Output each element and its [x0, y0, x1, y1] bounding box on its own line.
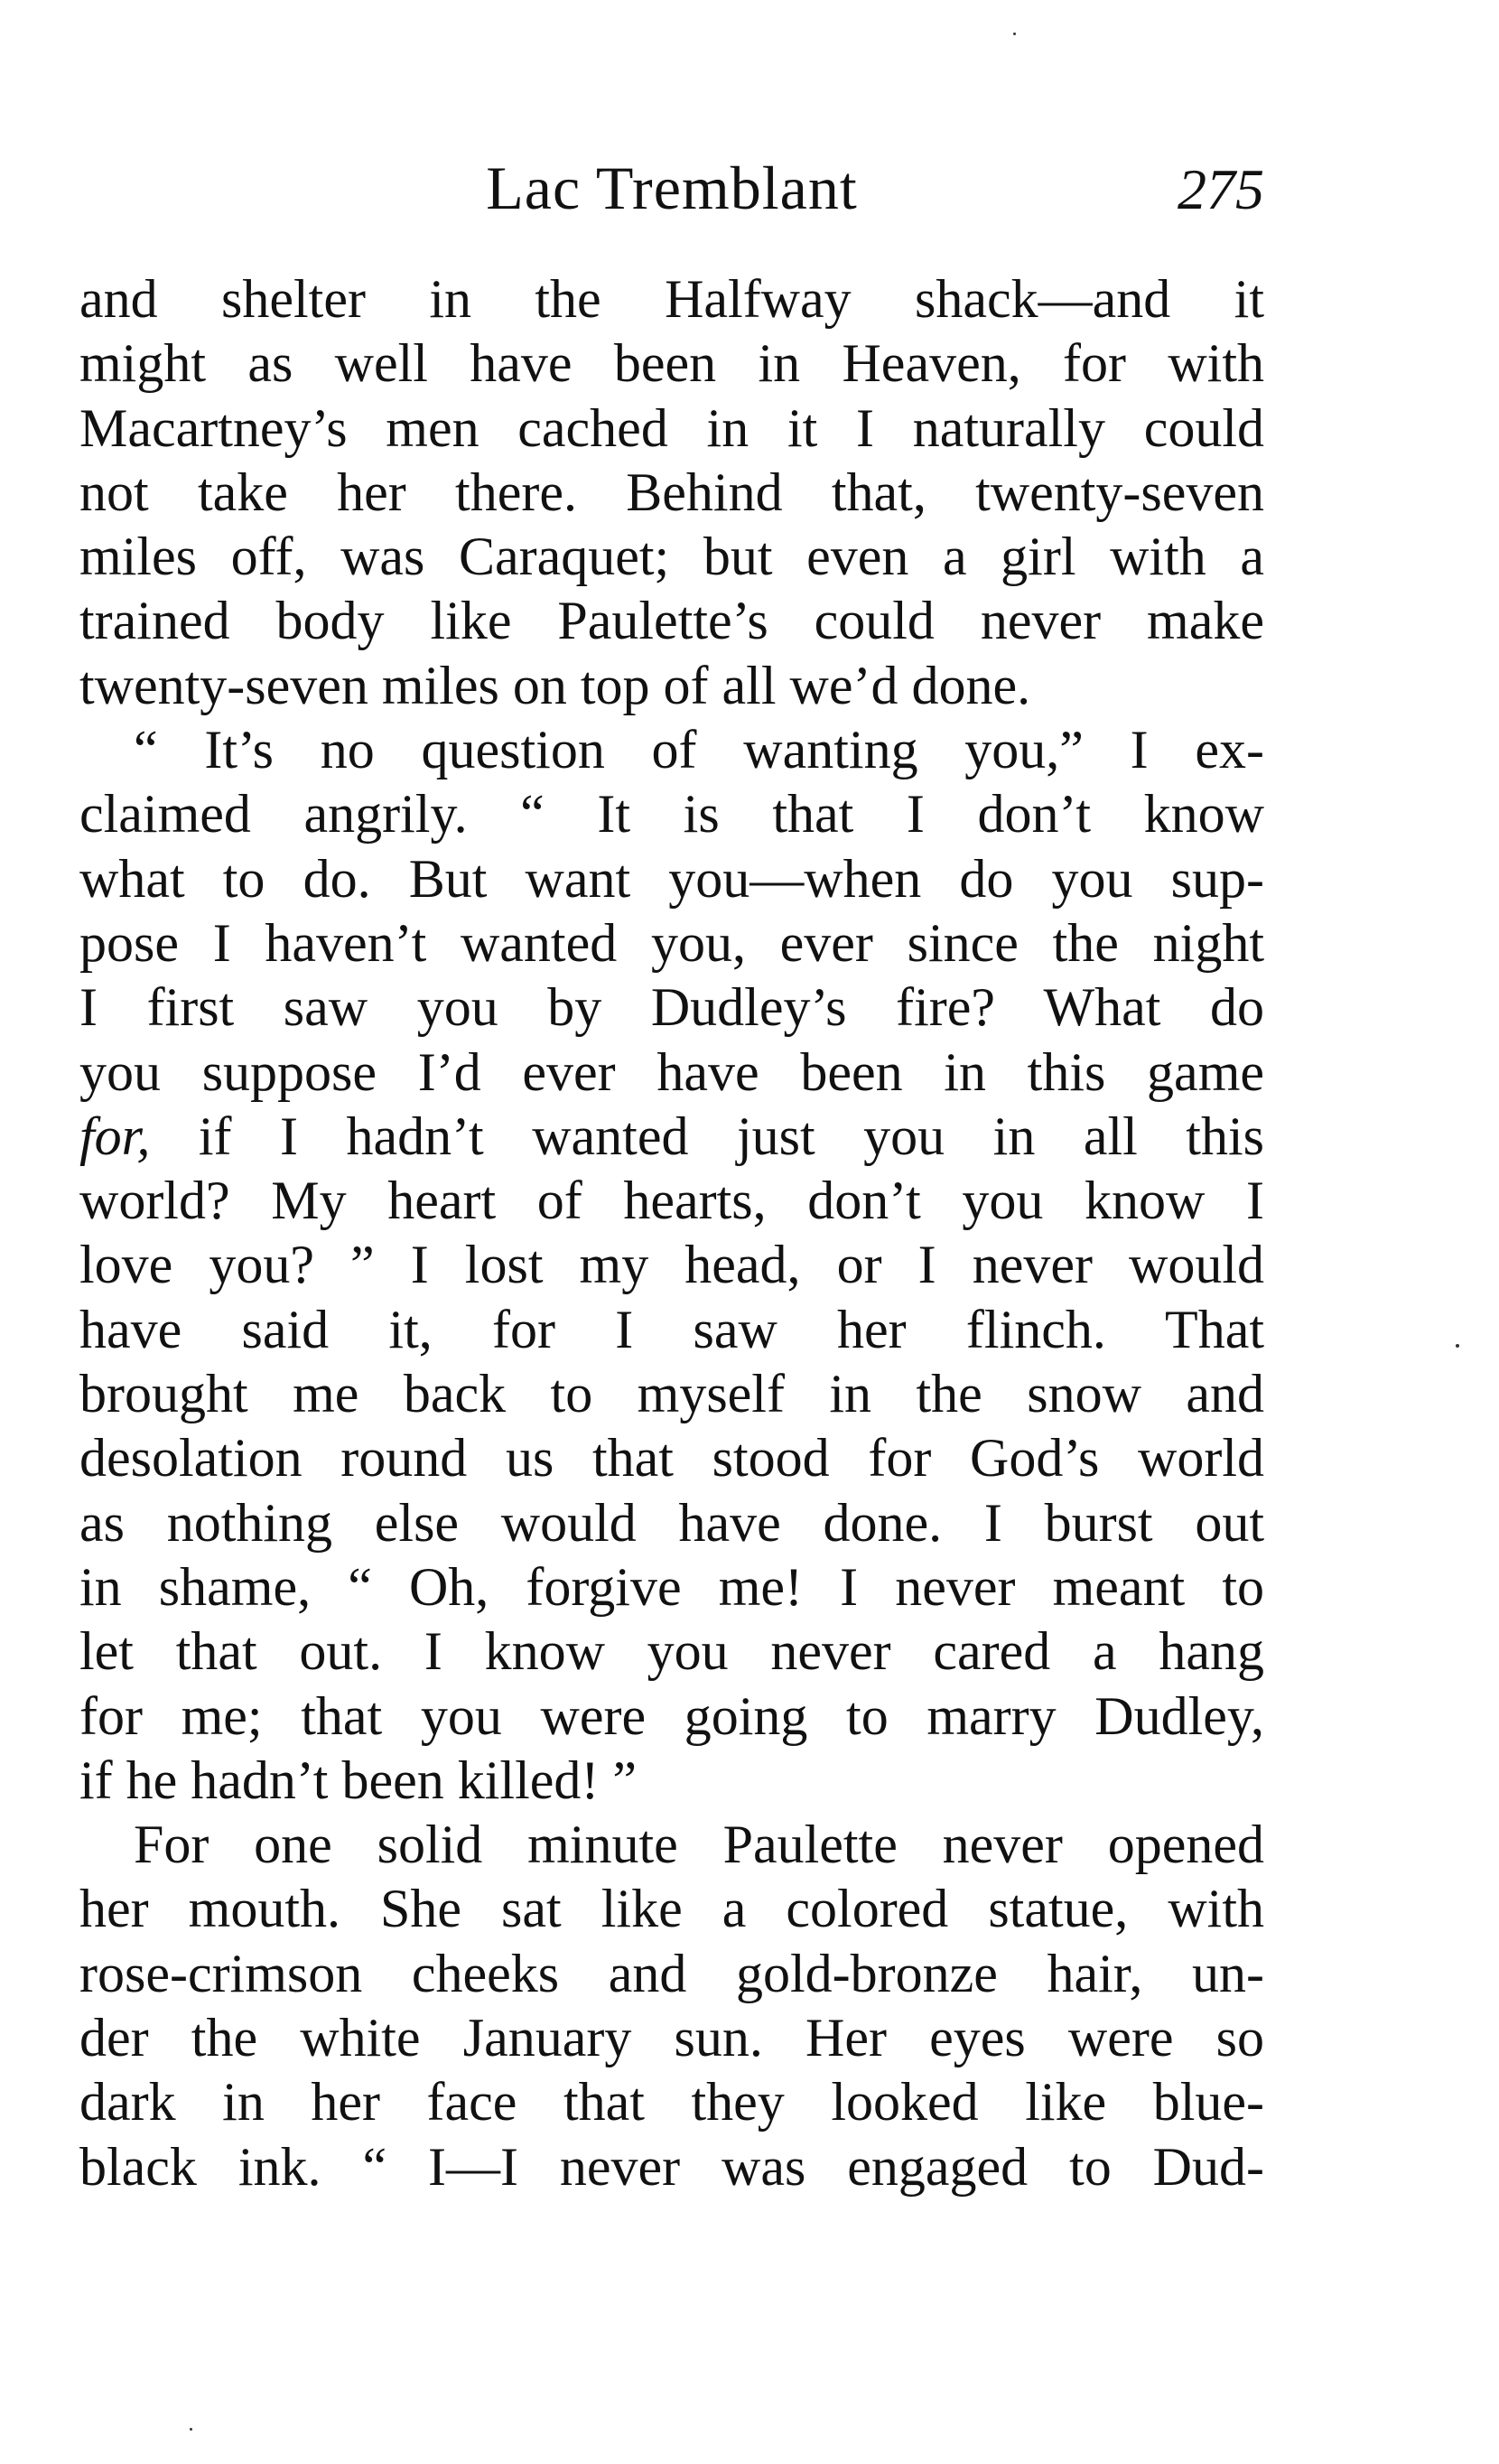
text-line: rose-crimson cheeks and gold-bronze hair, un-	[79, 1943, 1264, 2003]
text-line: for me; that you were going to marry Dudley,	[79, 1685, 1264, 1746]
text-line: desolation round us that stood for God’s world	[79, 1428, 1264, 1489]
text-line: world? My heart of hearts, don’t you know I	[79, 1171, 1264, 1231]
text-line: black ink. “ I—I never was engaged to Dud-	[79, 2136, 1264, 2197]
text-line: claimed angrily. “ It is that I don’t know	[79, 784, 1264, 845]
text-line: love you? ” I lost my head, or I never would	[79, 1235, 1264, 1295]
text-line: might as well have been in Heaven, for with	[79, 333, 1264, 394]
paper-speck	[1013, 33, 1016, 35]
page-number: 275	[1178, 157, 1264, 221]
text-line: “ It’s no question of wanting you,” I ex-	[134, 720, 1264, 780]
text-line: and shelter in the Halfway shack—and it	[79, 269, 1264, 329]
text-line: twenty-seven miles on top of all we’d done.	[79, 655, 1031, 715]
text-line: Macartney’s men cached in it I naturally could	[79, 397, 1264, 458]
text-line: you suppose I’d ever have been in this game	[79, 1041, 1264, 1102]
text-line: brought me back to myself in the snow and	[79, 1364, 1264, 1424]
text-line: her mouth. She sat like a colored statue, with	[79, 1879, 1264, 1939]
paper-speck	[190, 2428, 192, 2431]
text-line: in shame, “ Oh, forgive me! I never meant to	[79, 1556, 1264, 1617]
text-line: For one solid minute Paulette never opened	[134, 1815, 1264, 1875]
text-line: what to do. But want you—when do you sup-	[79, 848, 1264, 909]
text-line: I first saw you by Dudley’s fire? What do	[79, 977, 1264, 1038]
text-line: dark in her face that they looked like blue-	[79, 2072, 1264, 2133]
running-title: Lac Tremblant	[486, 154, 858, 222]
text-line: der the white January sun. Her eyes were so	[79, 2008, 1264, 2068]
running-head	[79, 152, 1264, 224]
text-line: trained body like Paulette’s could never make	[79, 591, 1264, 651]
text-line: pose I haven’t wanted you, ever since the night	[79, 912, 1264, 973]
text-line: not take her there. Behind that, twenty-seven	[79, 462, 1264, 522]
text-line: let that out. I know you never cared a hang	[79, 1621, 1264, 1682]
text-line: as nothing else would have done. I burst out	[79, 1492, 1264, 1553]
body-text	[79, 267, 1264, 2199]
text-line italic-lead: for, if I hadn’t wanted just you in all this	[79, 1106, 1264, 1166]
paper-speck	[1456, 1344, 1459, 1348]
text-line: have said it, for I saw her flinch. That	[79, 1299, 1264, 1359]
text-line: if he hadn’t been killed! ”	[79, 1750, 637, 1810]
text-line: miles off, was Caraquet; but even a girl with a	[79, 527, 1264, 587]
